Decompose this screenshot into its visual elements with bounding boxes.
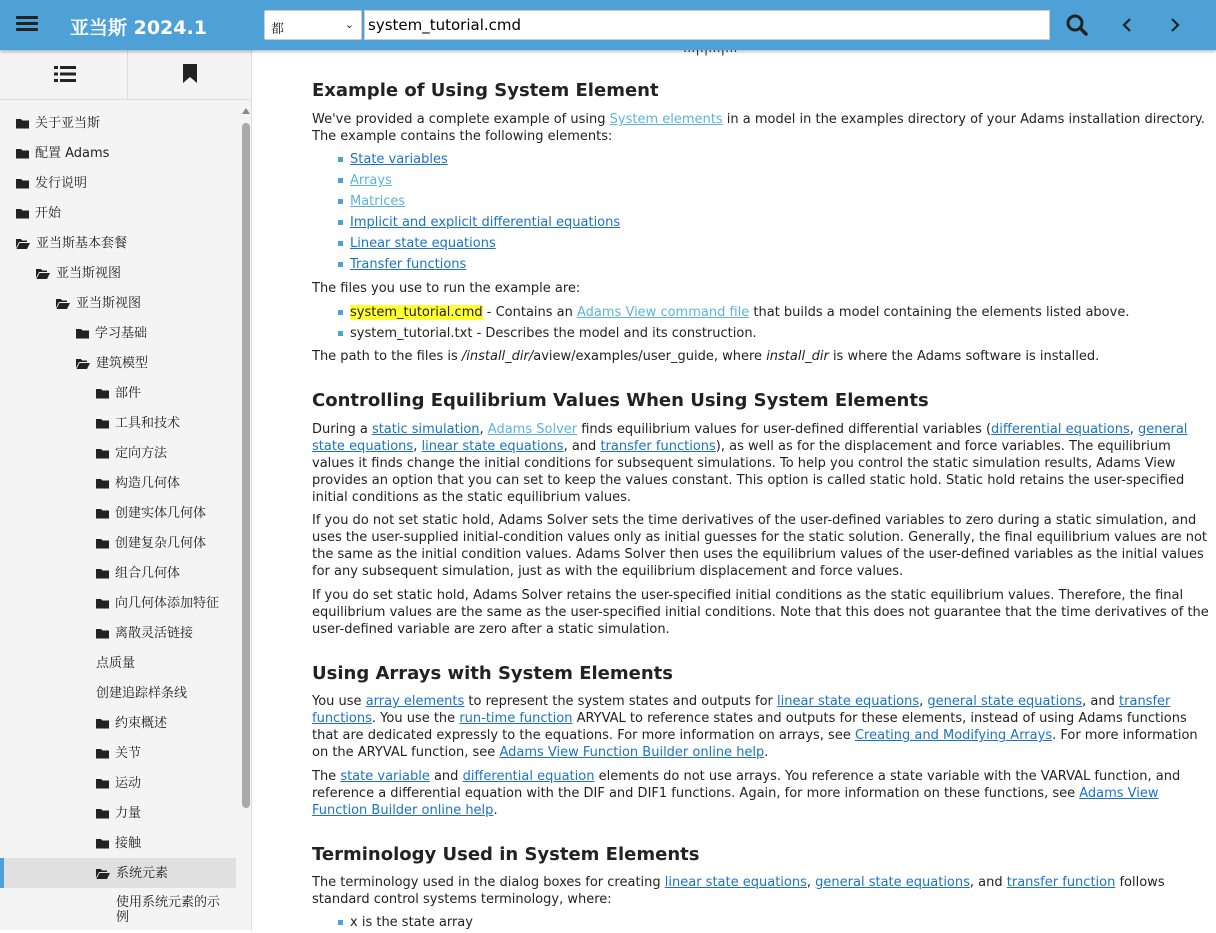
folder-closed-icon xyxy=(96,628,109,639)
content-area xyxy=(253,50,1216,930)
list-item: system_tutorial.txt - Describes the model and its construction. xyxy=(312,323,1212,344)
tree-node[interactable] xyxy=(0,768,236,798)
tree-node[interactable] xyxy=(0,858,236,888)
tree-node-label: 建筑模型 xyxy=(96,355,149,371)
text: During a xyxy=(312,422,372,437)
text: The terminology used in the dialog boxes for creating xyxy=(312,875,665,890)
tree-node-label: 定向方法 xyxy=(115,445,168,461)
function-builder-help-link[interactable]: Adams View Function Builder online help xyxy=(499,745,765,760)
transfer-function-link[interactable]: transfer function xyxy=(1006,875,1116,890)
left-tabs xyxy=(0,50,252,100)
list-icon xyxy=(54,65,76,83)
folder-closed-icon xyxy=(96,778,109,789)
list-item xyxy=(312,212,1212,233)
folder-closed-icon xyxy=(76,328,89,339)
tree-node[interactable] xyxy=(0,678,236,708)
linear-state-equations-link[interactable]: linear state equations xyxy=(664,875,807,890)
tree-node[interactable] xyxy=(0,228,236,258)
folder-open-icon xyxy=(36,268,50,279)
state-variable-link[interactable]: state variable xyxy=(340,769,430,784)
tree-node-label: 运动 xyxy=(115,775,142,791)
paragraph xyxy=(312,512,1212,580)
general-state-equations-link[interactable]: general state equations xyxy=(312,422,1188,454)
top-bar xyxy=(0,0,1216,50)
tree-node[interactable] xyxy=(0,558,236,588)
folder-closed-icon xyxy=(96,808,109,819)
scope-select-value: 都 xyxy=(271,22,285,37)
tree-node-label: 创建实体几何体 xyxy=(115,505,207,521)
tree-node-label: 创建追踪样条线 xyxy=(96,685,188,701)
text: . For more information on the ARYVAL function, see xyxy=(312,728,1198,760)
tree-node[interactable] xyxy=(0,618,236,648)
text: ARYVAL to reference states and outputs for these elements, instead of using Adams functions that are dedicated expressly to the equations. For more information on arrays, see xyxy=(312,711,1187,743)
scroll-up-icon[interactable] xyxy=(242,108,250,114)
text: , xyxy=(1129,422,1138,437)
list-item xyxy=(312,302,1212,323)
system-elements-link[interactable]: System elements xyxy=(609,112,723,127)
tree-node[interactable] xyxy=(0,168,236,198)
folder-closed-icon xyxy=(96,388,109,399)
transfer-functions-link[interactable]: Transfer functions xyxy=(350,257,467,272)
tree-node[interactable] xyxy=(0,408,236,438)
tree-node[interactable] xyxy=(0,888,236,926)
paragraph xyxy=(312,587,1212,638)
tree-node-label: 接触 xyxy=(115,835,142,851)
section-title: Terminology Used in System Elements xyxy=(312,844,700,865)
text: , xyxy=(413,439,422,454)
paragraph xyxy=(312,348,1212,365)
folder-closed-icon xyxy=(16,118,29,129)
highlighted-filename: system_tutorial.cmd xyxy=(350,305,483,320)
tree-node[interactable] xyxy=(0,288,236,318)
text: , and xyxy=(969,875,1007,890)
paragraph xyxy=(312,421,1212,506)
tree-node-label: 学习基础 xyxy=(95,325,148,341)
static-simulation-link[interactable]: static simulation xyxy=(371,422,480,437)
tree-node-label: 使用系统元素的示例 xyxy=(116,895,221,925)
text: - Contains an xyxy=(482,305,578,320)
tree-node[interactable] xyxy=(0,468,236,498)
tree-node-label: 力量 xyxy=(115,805,142,821)
folder-closed-icon xyxy=(96,508,109,519)
tree-node[interactable] xyxy=(0,648,236,678)
list-item xyxy=(312,191,1212,212)
folder-open-icon xyxy=(56,298,70,309)
text: install_dir xyxy=(766,349,829,364)
tree-node-label: 发行说明 xyxy=(35,175,88,191)
section-equilibrium xyxy=(312,390,1212,411)
paragraph xyxy=(312,768,1212,819)
section-terminology xyxy=(312,844,1212,865)
chevron-right-icon[interactable] xyxy=(1160,10,1190,40)
folder-closed-icon xyxy=(96,568,109,579)
tree-node-label: 构造几何体 xyxy=(115,475,181,491)
left-panel xyxy=(0,50,252,930)
tree-node[interactable] xyxy=(0,708,236,738)
text: , xyxy=(919,694,928,709)
folder-closed-icon xyxy=(96,538,109,549)
folder-closed-icon xyxy=(96,448,109,459)
linear-state-equations-link[interactable]: linear state equations xyxy=(421,439,564,454)
creating-arrays-link[interactable]: Creating and Modifying Arrays xyxy=(854,728,1053,743)
scrollbar-thumb[interactable] xyxy=(242,123,250,808)
tree-node[interactable] xyxy=(0,498,236,528)
chevron-down-icon: ⌄ xyxy=(344,18,354,31)
text: follows standard control systems terminology, where: xyxy=(312,875,1165,907)
app-title: 亚当斯 2024.1 xyxy=(70,17,207,39)
text: , xyxy=(479,422,488,437)
tree-node-label: 亚当斯视图 xyxy=(56,265,122,281)
text: If you do not set static hold, Adams Solver sets the time derivatives of the user-defined variables to zero during a static simulation, and uses the user-supplied initial-condition values only as initial guesses for the static solution. Generally, the final equilibrium values are not the same as the initial condition values. Adams Solver then uses the equilibrium values of the user-defined variables as the initial values for any subsequent simulation, just as with the equilibrium displacement and force values. xyxy=(312,513,1208,579)
folder-closed-icon xyxy=(16,178,29,189)
tree-node-label: 组合几何体 xyxy=(115,565,181,581)
hamburger-menu-icon[interactable] xyxy=(14,13,40,37)
list-item xyxy=(312,149,1212,170)
text: in a model in the examples directory of your Adams installation directory. The example contains the following elements: xyxy=(312,112,1205,144)
text: elements do not use arrays. You reference a state variable with the VARVAL function, and reference a differential equation with the DIF and DIF1 functions. Again, for more information on these functions, see xyxy=(312,769,1181,801)
folder-closed-icon xyxy=(16,208,29,219)
tree-node[interactable] xyxy=(0,318,236,348)
paragraph xyxy=(312,693,1212,761)
section-arrays xyxy=(312,663,1212,684)
folder-closed-icon xyxy=(16,148,29,159)
arrays-link[interactable]: Arrays xyxy=(350,173,392,188)
tree-node[interactable] xyxy=(0,738,236,768)
tree-node[interactable] xyxy=(0,198,236,228)
tree-node-label: 亚当斯基本套餐 xyxy=(36,235,128,251)
array-elements-link[interactable]: array elements xyxy=(365,694,465,709)
list-item xyxy=(312,170,1212,191)
adams-solver-link[interactable]: Adams Solver xyxy=(487,422,578,437)
tree-node-label: 创建复杂几何体 xyxy=(115,535,207,551)
tree-node-label: 开始 xyxy=(35,205,62,221)
text: is where the Adams software is installed. xyxy=(828,349,1100,364)
linear-state-equations-link[interactable]: Linear state equations xyxy=(350,236,496,251)
text: The path to the files is xyxy=(312,349,462,364)
tree-node-label: 关节 xyxy=(115,745,142,761)
folder-closed-icon xyxy=(96,838,109,849)
section-title: Controlling Equilibrium Values When Using System Elements xyxy=(312,390,929,411)
tree-node-label: 部件 xyxy=(115,385,142,401)
list-item: x is the state array xyxy=(312,912,1212,933)
tree-node[interactable] xyxy=(0,378,236,408)
text: We've provided a complete example of using xyxy=(312,112,610,127)
scope-select[interactable] xyxy=(264,10,362,40)
text: , and xyxy=(1082,694,1120,709)
text: that builds a model containing the elements listed above. xyxy=(749,305,1130,320)
folder-open-icon xyxy=(76,358,90,369)
text: If you do set static hold, Adams Solver retains the user-specified initial conditions as the static equilibrium values. Therefore, the final equilibrium values are the same as the user-specified initial conditions. Note that this does not guarantee that the time derivatives of the user-defined variable are zero after a static simulation. xyxy=(312,588,1209,637)
example-elements-list xyxy=(312,149,1212,275)
tree-node-label: 离散灵活链接 xyxy=(115,625,194,641)
folder-open-icon xyxy=(16,238,30,249)
tree-node-label: 配置 Adams xyxy=(35,145,110,161)
linear-state-equations-link[interactable]: linear state equations xyxy=(777,694,920,709)
tab-contents[interactable] xyxy=(2,50,128,100)
tree-node-label: 工具和技术 xyxy=(115,415,181,431)
section-title: Using Arrays with System Elements xyxy=(312,663,673,684)
text: . xyxy=(764,745,769,760)
files-list xyxy=(312,302,1212,344)
tab-bookmarks[interactable] xyxy=(129,50,255,100)
text: The files you use to run the example are: xyxy=(312,281,581,296)
text: . You use the xyxy=(371,711,460,726)
text: , and xyxy=(563,439,601,454)
chevron-left-icon[interactable] xyxy=(1112,10,1142,40)
tree-node[interactable] xyxy=(0,138,236,168)
paragraph xyxy=(312,874,1212,908)
folder-closed-icon xyxy=(96,748,109,759)
function-builder-help-link[interactable]: Adams View Function Builder online help xyxy=(312,786,1159,818)
search-icon[interactable] xyxy=(1062,10,1092,40)
general-state-equations-link[interactable]: general state equations xyxy=(815,875,970,890)
text: and xyxy=(429,769,463,784)
tree-scrollbar[interactable] xyxy=(240,105,252,930)
tree-node-label: 关于亚当斯 xyxy=(35,115,101,131)
folder-closed-icon xyxy=(96,598,109,609)
tree-node[interactable] xyxy=(0,798,236,828)
tree-node[interactable] xyxy=(0,588,236,618)
toc-tree xyxy=(0,108,238,930)
transfer-functions-link[interactable]: transfer functions xyxy=(312,694,1171,726)
paragraph xyxy=(312,280,1212,297)
section-title: Example of Using System Element xyxy=(312,80,659,101)
text: . xyxy=(493,803,498,818)
tree-node-label: 向几何体添加特征 xyxy=(115,595,220,611)
folder-open-icon xyxy=(96,868,110,879)
differential-equation-link[interactable]: differential equation xyxy=(462,769,595,784)
tree-node-label: 约束概述 xyxy=(115,715,168,731)
state-variables-link[interactable]: State variables xyxy=(350,152,448,167)
tree-node[interactable] xyxy=(0,438,236,468)
general-state-equations-link[interactable]: general state equations xyxy=(927,694,1083,709)
tree-node[interactable] xyxy=(0,108,236,138)
text: to represent the system states and outputs for xyxy=(464,694,778,709)
text: The xyxy=(312,769,341,784)
text: /install_dir/ xyxy=(461,349,534,364)
tree-node[interactable] xyxy=(0,828,236,858)
folder-closed-icon xyxy=(96,718,109,729)
search-input[interactable] xyxy=(364,10,1050,40)
command-file-link[interactable]: Adams View command file xyxy=(577,305,750,320)
folder-closed-icon xyxy=(96,478,109,489)
folder-closed-icon xyxy=(96,418,109,429)
text: You use xyxy=(312,694,366,709)
list-item xyxy=(312,233,1212,254)
tree-node-label: 点质量 xyxy=(96,655,136,671)
tree-node-label: 亚当斯视图 xyxy=(76,295,142,311)
differential-equations-link[interactable]: Implicit and explicit differential equations xyxy=(350,215,621,230)
tree-node[interactable] xyxy=(0,258,236,288)
list-item xyxy=(312,254,1212,275)
tree-node[interactable] xyxy=(0,528,236,558)
tree-node[interactable] xyxy=(0,348,236,378)
terminology-list xyxy=(312,912,1212,933)
matrices-link[interactable]: Matrices xyxy=(350,194,406,209)
run-time-function-link[interactable]: run-time function xyxy=(459,711,573,726)
text: finds equilibrium values for user-defined differential variables ( xyxy=(577,422,992,437)
paragraph xyxy=(312,111,1212,145)
text: , xyxy=(806,875,816,890)
bookmark-icon xyxy=(182,64,198,84)
text: aview/examples/user_guide, where xyxy=(533,349,767,364)
transfer-functions-link[interactable]: transfer functions xyxy=(600,439,716,454)
section-example xyxy=(312,80,1212,101)
tree-node-label: 系统元素 xyxy=(116,865,169,881)
text: ), as well as for the displacement and force variables. The equilibrium values it finds change the initial conditions for subsequent simulations. To help you control the static simulation results, Adams View provides an option that you can set to keep the values constant. This option is called static hold. Static hold retains the user-specified initial conditions as the static equilibrium values. xyxy=(312,439,1185,505)
differential-equations-link[interactable]: differential equations xyxy=(991,422,1130,437)
